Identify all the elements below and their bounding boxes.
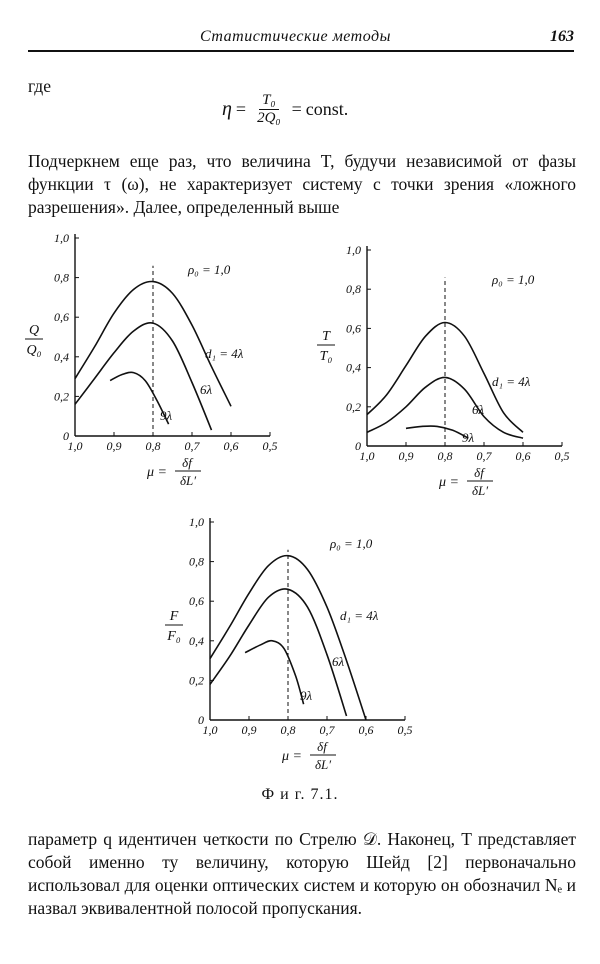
x-tick-label: 0,8 xyxy=(145,439,161,453)
intro-word: где xyxy=(28,76,51,96)
x-tick-label: 1,0 xyxy=(359,449,375,463)
formula-numerator: T₀ xyxy=(259,92,279,110)
y-axis-label-numerator: T xyxy=(322,329,330,344)
y-tick-label: 0 xyxy=(63,429,69,443)
chart-annotation: ρ₀ = 1,0 xyxy=(188,262,231,277)
y-tick-label: 0 xyxy=(355,439,361,453)
y-tick-label: 0,6 xyxy=(346,321,361,336)
formula-equals: = xyxy=(291,99,302,119)
x-axis-label-numerator: δf xyxy=(182,455,192,470)
x-tick-label: 0,5 xyxy=(262,439,278,453)
x-axis-label-denominator: δL′ xyxy=(471,483,489,498)
formula-denominator: 2Q₀ xyxy=(257,110,281,126)
series-label: 9λ xyxy=(462,430,475,445)
running-header xyxy=(28,28,574,52)
series-label: 9λ xyxy=(160,408,173,423)
series-curve xyxy=(245,641,304,705)
paragraph-1: Подчеркнем еще раз, что величина T, будучи независимой от фазы функции τ (ω), не характеризует систему с точки зрения «ложного разрешения». Далее, определенный выше xyxy=(28,151,576,217)
x-axis-label-numerator: δf xyxy=(474,465,484,480)
x-axis-label: μ = xyxy=(147,465,167,480)
series-label: 6λ xyxy=(332,654,345,669)
chart-t-over-t0 xyxy=(312,240,582,510)
paragraph-2: параметр q идентичен четкости по Стрелю 𝒟. Наконец, T представляет собой именно ту величину, которую Шейд [2] первоначально использовал для оценки оптических систем и которую он обозначил Nₑ и назвал эквивалентной полосой пропускания. xyxy=(28,829,576,918)
chart-annotation: ρ₀ = 1,0 xyxy=(492,272,535,287)
y-tick-label: 1,0 xyxy=(189,515,204,529)
series-curve xyxy=(210,589,347,716)
chart-q-over-q0 xyxy=(20,228,290,498)
x-tick-label: 0,5 xyxy=(397,723,413,737)
y-tick-label: 0,8 xyxy=(346,282,361,297)
series-label: d₁ = 4λ xyxy=(205,346,244,361)
series-curve xyxy=(75,323,212,430)
x-tick-label: 0,8 xyxy=(437,449,453,463)
running-title: Статистические методы xyxy=(200,28,391,45)
y-axis-label-denominator: T₀ xyxy=(319,349,333,364)
formula-rhs: const. xyxy=(305,99,349,119)
y-axis-label-numerator: Q xyxy=(28,323,40,338)
y-tick-label: 1,0 xyxy=(54,231,69,245)
y-tick-label: 0,8 xyxy=(54,270,69,285)
x-axis-label-numerator: δf xyxy=(317,739,327,754)
series-curve xyxy=(406,426,468,438)
series-label: 6λ xyxy=(200,382,213,397)
y-tick-label: 0,4 xyxy=(189,633,204,648)
x-tick-label: 1,0 xyxy=(67,439,83,453)
formula xyxy=(222,92,348,127)
x-axis-label-denominator: δL′ xyxy=(314,757,332,772)
x-axis-label-denominator: δL′ xyxy=(179,473,197,488)
x-tick-label: 0,5 xyxy=(554,449,570,463)
y-axis-label-denominator: F₀ xyxy=(167,629,181,644)
x-axis-label: μ = xyxy=(439,475,459,490)
x-tick-label: 1,0 xyxy=(202,723,218,737)
figure-caption: Ф и г. 7.1. xyxy=(261,786,339,803)
x-tick-label: 0,6 xyxy=(515,449,531,463)
series-label: 6λ xyxy=(472,402,485,417)
y-tick-label: 0,2 xyxy=(189,673,204,688)
y-tick-label: 0,6 xyxy=(54,310,69,325)
x-tick-label: 0,9 xyxy=(241,723,257,737)
x-tick-label: 0,9 xyxy=(106,439,122,453)
y-axis-label-numerator: F xyxy=(169,609,179,624)
y-tick-label: 0 xyxy=(198,713,204,727)
y-tick-label: 0,2 xyxy=(346,399,361,414)
x-axis-label: μ = xyxy=(282,749,302,764)
x-tick-label: 0,8 xyxy=(280,723,296,737)
x-tick-label: 0,9 xyxy=(398,449,414,463)
y-tick-label: 1,0 xyxy=(346,243,361,257)
x-tick-label: 0,7 xyxy=(319,723,335,737)
series-label: d₁ = 4λ xyxy=(340,608,379,623)
series-label: d₁ = 4λ xyxy=(492,374,531,389)
formula-lhs: η xyxy=(222,98,232,120)
y-tick-label: 0,8 xyxy=(189,554,204,569)
chart-f-over-f0 xyxy=(160,512,430,782)
x-tick-label: 0,7 xyxy=(476,449,492,463)
page-number: 163 xyxy=(550,28,574,45)
y-tick-label: 0,6 xyxy=(189,594,204,609)
x-tick-label: 0,6 xyxy=(223,439,239,453)
series-label: 9λ xyxy=(300,688,313,703)
y-tick-label: 0,4 xyxy=(346,360,361,375)
y-tick-label: 0,2 xyxy=(54,389,69,404)
formula-fraction xyxy=(254,92,284,127)
formula-equals: = xyxy=(235,99,247,119)
x-tick-label: 0,7 xyxy=(184,439,200,453)
chart-annotation: ρ₀ = 1,0 xyxy=(330,536,373,551)
x-tick-label: 0,6 xyxy=(358,723,374,737)
y-tick-label: 0,4 xyxy=(54,349,69,364)
y-axis-label-denominator: Q₀ xyxy=(26,343,42,358)
